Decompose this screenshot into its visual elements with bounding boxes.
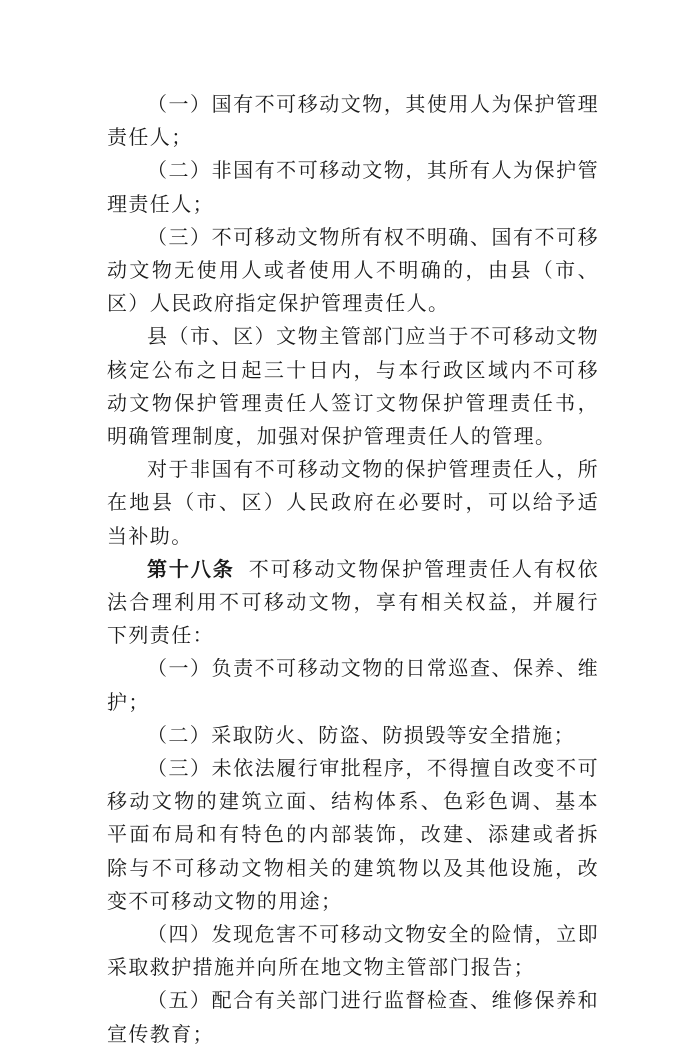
article-18-item-4: （四）发现危害不可移动文物安全的险情，立即采取救护措施并向所在地文物主管部门报告；: [107, 922, 599, 980]
article-18-item-1: （一）负责不可移动文物的日常巡查、保养、维护；: [107, 656, 599, 714]
article-18-paragraph: [107, 553, 599, 653]
paragraph-unclear-ownership: （三）不可移动文物所有权不明确、国有不可移动文物无使用人或者使用人不明确的，由县（市、区）人民政府指定保护管理责任人。: [107, 224, 599, 316]
article-heading: 第十八条: [147, 556, 235, 581]
article-18-item-3: （三）未依法履行审批程序，不得擅自改变不可移动文物的建筑立面、结构体系、色彩色调、基本平面布局和有特色的内部装饰，改建、添建或者拆除与不可移动文物相关的建筑物以及其他设施，改变不可移动文物的用途；: [107, 756, 599, 913]
paragraph-responsibility-agreement: 县（市、区）文物主管部门应当于不可移动文物核定公布之日起三十日内，与本行政区域内不可移动文物保护管理责任人签订文物保护管理责任书，明确管理制度，加强对保护管理责任人的管理。: [107, 324, 599, 449]
article-18-item-2: （二）采取防火、防盗、防损毁等安全措施；: [147, 722, 575, 747]
paragraph-state-owned-responsible: （一）国有不可移动文物，其使用人为保护管理责任人；: [107, 92, 599, 150]
article-18-intro: 不可移动文物保护管理责任人有权依法合理利用不可移动文物，享有相关权益，并履行下列责任：: [107, 556, 599, 648]
paragraph-subsidy: 对于非国有不可移动文物的保护管理责任人，所在地县（市、区）人民政府在必要时，可以给予适当补助。: [107, 457, 599, 548]
paragraph-non-state-owned-responsible: （二）非国有不可移动文物，其所有人为保护管理责任人；: [107, 158, 599, 216]
article-18-item-5: （五）配合有关部门进行监督检查、维修保养和宣传教育；: [107, 988, 599, 1046]
document-body: [107, 88, 599, 1051]
